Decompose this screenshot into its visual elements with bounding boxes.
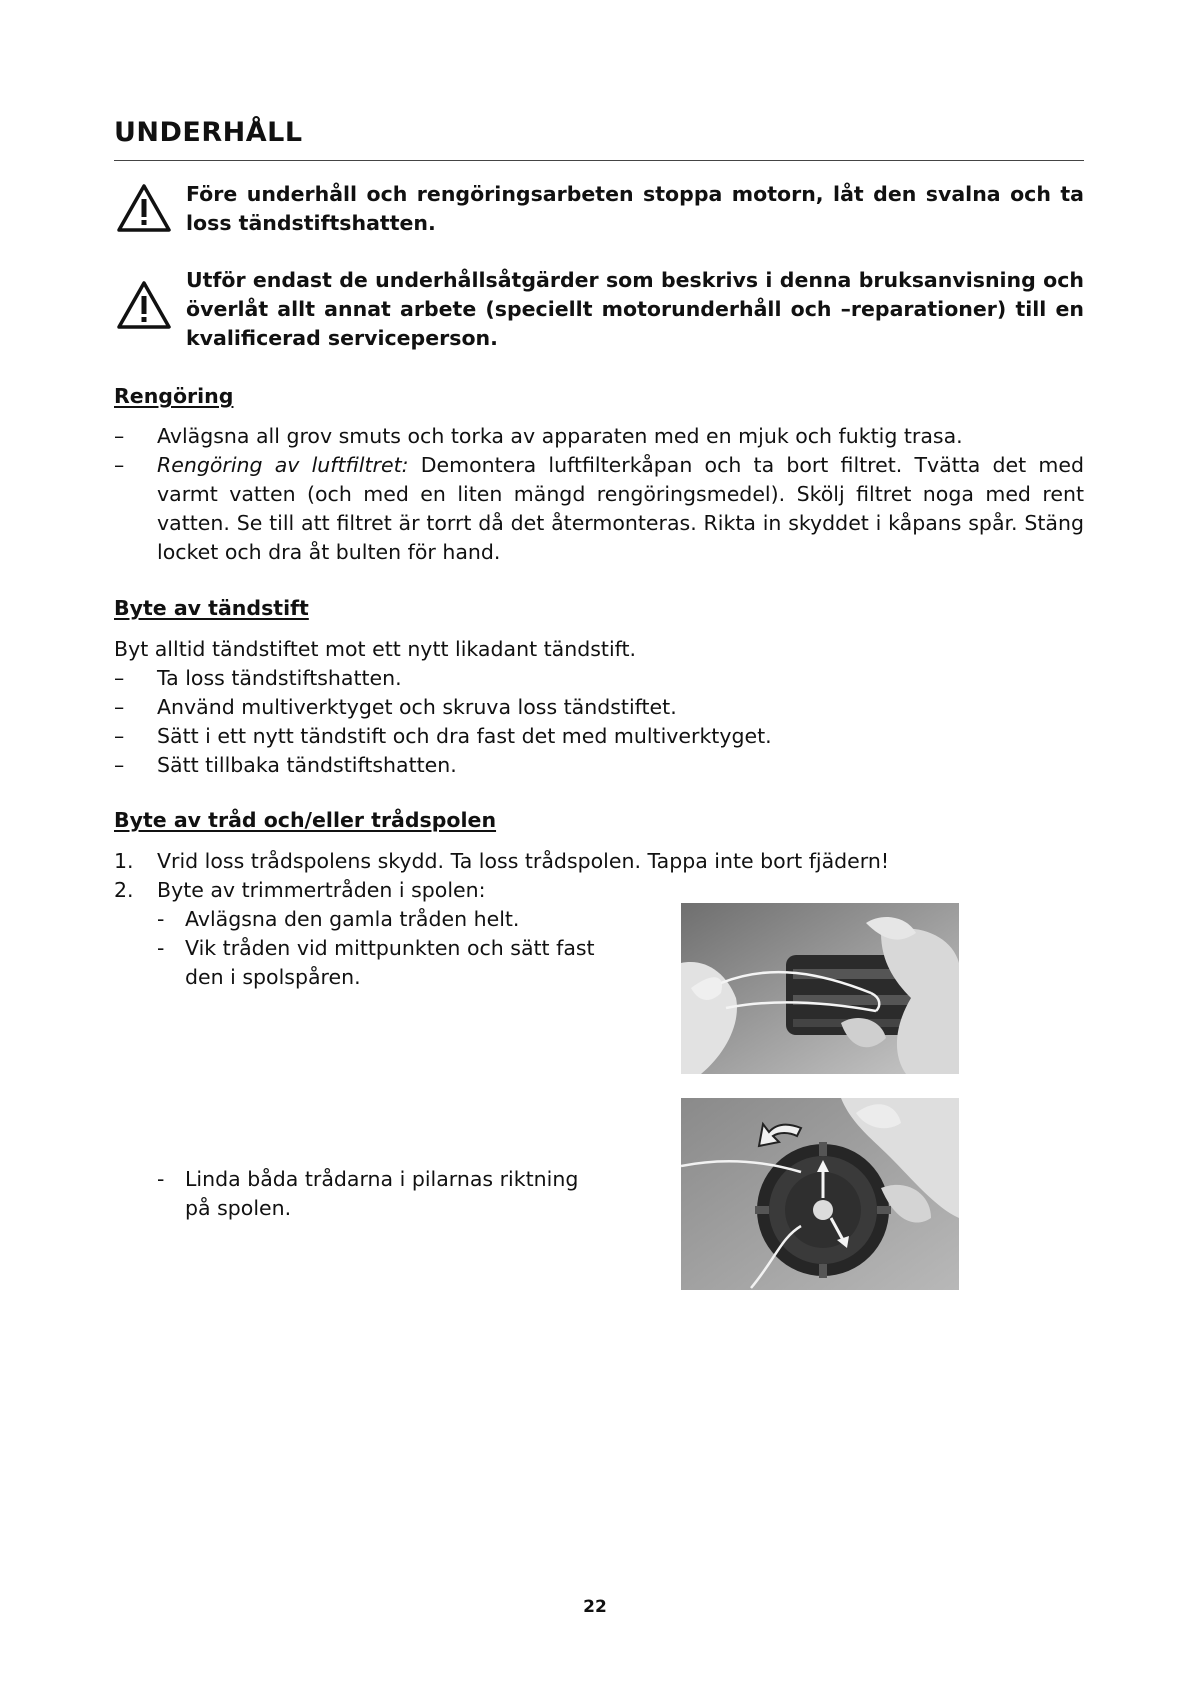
section-heading-cleaning: Rengöring — [114, 384, 234, 408]
list-item — [157, 934, 607, 992]
spool-steps — [114, 847, 1084, 905]
list-item — [114, 876, 1084, 905]
warning-block-2 — [114, 266, 1084, 356]
photo-winding-spool-image — [681, 1098, 959, 1290]
spool-substeps-a — [157, 905, 607, 992]
list-item — [114, 451, 1084, 567]
list-item-text: Vik tråden vid mittpunkten och sätt fast den i spolspåren. — [185, 936, 595, 989]
list-marker: 1. — [114, 849, 134, 873]
section-heading-spool: Byte av tråd och/eller trådspolen — [114, 808, 497, 832]
spool-substeps-b — [157, 1165, 607, 1223]
photo-threading-spool — [681, 903, 959, 1074]
list-marker: – — [114, 724, 125, 748]
spark-plug-list — [114, 664, 1084, 780]
spark-plug-intro: Byt alltid tändstiftet mot ett nytt likadant tändstift. — [114, 637, 637, 661]
section-heading-spark-plug: Byte av tändstift — [114, 596, 309, 620]
list-marker: – — [114, 424, 125, 448]
list-item-text: Byte av trimmertråden i spolen: — [157, 878, 486, 902]
list-item-text: Sätt i ett nytt tändstift och dra fast det med multiverktyget. — [157, 724, 772, 748]
list-item-text: Avlägsna den gamla tråden helt. — [185, 907, 520, 931]
list-marker: – — [114, 753, 125, 777]
warning-block-1 — [114, 180, 1084, 240]
list-item — [157, 1165, 607, 1223]
warning-text-1: Före underhåll och rengöringsarbeten stoppa motorn, låt den svalna och ta loss tändstiftshatten. — [186, 182, 1084, 235]
photo-winding-spool — [681, 1098, 959, 1290]
list-marker: 2. — [114, 878, 134, 902]
list-item-text: Demontera luftfilterkåpan och ta bort filtret. Tvätta det med varmt vatten (och med en liten mängd rengöringsmedel). Skölj filtret noga med rent vatten. Se till att filtret är torrt då det återmonteras. Rikta in skyddet i kåpans spår. Stäng locket och dra åt bulten för hand. — [157, 453, 1084, 564]
list-item — [114, 722, 1084, 751]
title-divider — [114, 160, 1084, 161]
list-item-text: Använd multiverktyget och skruva loss tändstiftet. — [157, 695, 677, 719]
warning-triangle-icon — [116, 183, 172, 233]
list-item-text: Avlägsna all grov smuts och torka av apparaten med en mjuk och fuktig trasa. — [157, 424, 963, 448]
page-number: 22 — [583, 1597, 607, 1617]
list-item-text: Linda båda trådarna i pilarnas riktning på spolen. — [185, 1167, 579, 1220]
list-item-text: Ta loss tändstiftshatten. — [157, 666, 402, 690]
list-item-emphasis: Rengöring av luftfiltret: — [157, 453, 409, 477]
list-marker: - — [157, 1167, 165, 1191]
list-marker: - — [157, 907, 165, 931]
list-item-text: Vrid loss trådspolens skydd. Ta loss trådspolen. Tappa inte bort fjädern! — [157, 849, 890, 873]
photo-threading-spool-image — [681, 903, 959, 1074]
list-item — [114, 751, 1084, 780]
list-marker: – — [114, 695, 125, 719]
list-item — [157, 905, 607, 934]
list-item — [114, 422, 1084, 451]
page-title: UNDERHÅLL — [114, 117, 303, 148]
warning-text-2: Utför endast de underhållsåtgärder som beskrivs i denna bruksanvisning och överlåt allt annat arbete (speciellt motorunderhåll och –reparationer) till en kvalificerad serviceperson. — [186, 268, 1084, 350]
list-marker: – — [114, 666, 125, 690]
cleaning-list — [114, 422, 1084, 567]
list-item-text: Sätt tillbaka tändstiftshatten. — [157, 753, 457, 777]
warning-triangle-icon — [116, 280, 172, 330]
list-marker: – — [114, 453, 125, 477]
list-item — [114, 693, 1084, 722]
list-item — [114, 664, 1084, 693]
list-marker: - — [157, 936, 165, 960]
list-item — [114, 847, 1084, 876]
